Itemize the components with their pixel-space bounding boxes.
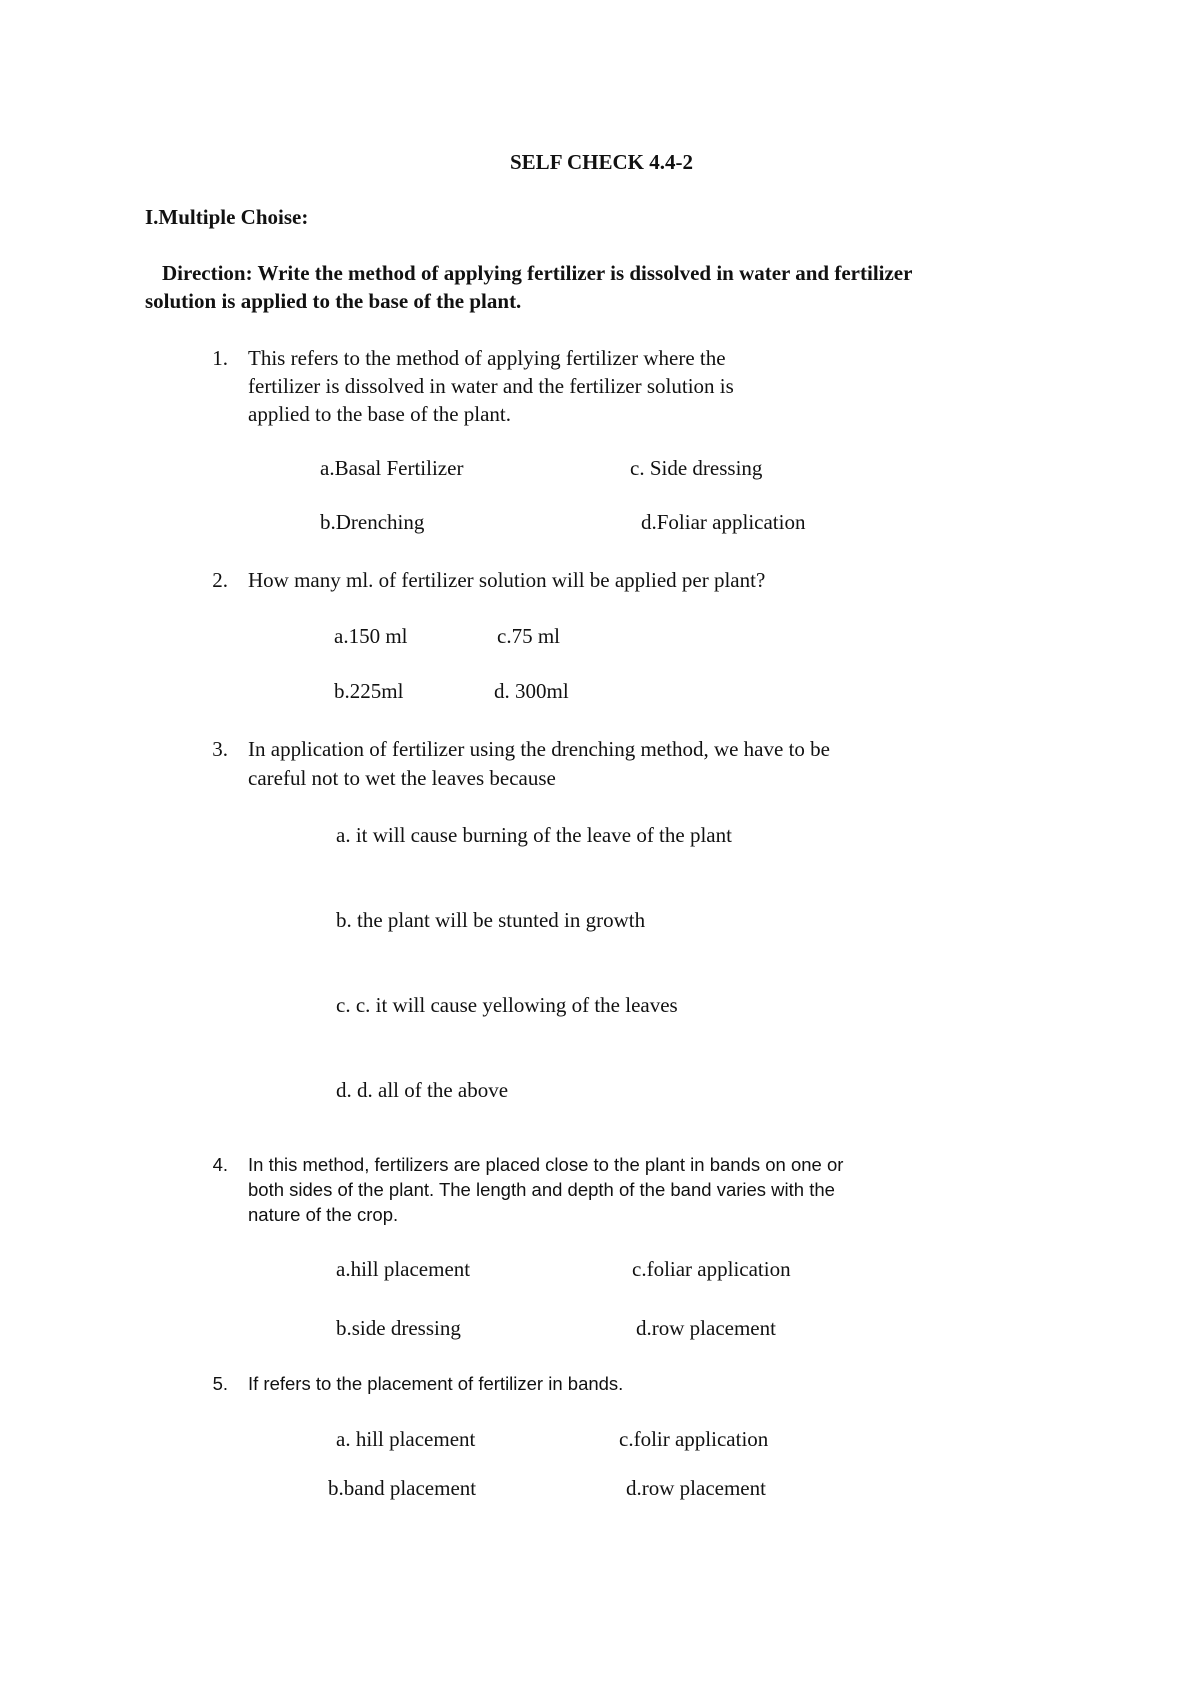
question-text-line: In this method, fertilizers are placed close to the plant in bands on one or	[248, 1154, 844, 1175]
page-title: SELF CHECK 4.4-2	[510, 150, 693, 174]
option-c: c.75 ml	[497, 624, 560, 648]
option-d: d. 300ml	[494, 679, 569, 703]
question-text-line: How many ml. of fertilizer solution will be applied per plant?	[248, 568, 766, 592]
question-text-line: If refers to the placement of fertilizer in bands.	[248, 1373, 624, 1394]
question-text-line: This refers to the method of applying fertilizer where the	[248, 346, 726, 370]
option-a: a.Basal Fertilizer	[320, 456, 464, 480]
question-number: 5.	[212, 1373, 228, 1394]
question-text-line: fertilizer is dissolved in water and the fertilizer solution is	[248, 374, 734, 398]
section-heading: I.Multiple Choise:	[145, 205, 309, 229]
option-d: d.row placement	[636, 1316, 776, 1340]
option-a: a. it will cause burning of the leave of the plant	[336, 823, 732, 847]
direction-line-2: solution is applied to the base of the plant.	[145, 289, 522, 313]
question-text-line: applied to the base of the plant.	[248, 402, 512, 426]
option-b: b. the plant will be stunted in growth	[336, 908, 646, 932]
question-text-line: nature of the crop.	[248, 1204, 399, 1225]
option-c: c.foliar application	[632, 1257, 791, 1281]
option-a: a.hill placement	[336, 1257, 471, 1281]
option-d: d.Foliar application	[641, 510, 806, 534]
option-d: d.row placement	[626, 1476, 766, 1500]
question-number: 1.	[212, 346, 228, 370]
option-d: d. d. all of the above	[336, 1078, 509, 1102]
option-a: a. hill placement	[336, 1427, 476, 1451]
option-c: c.folir application	[619, 1427, 769, 1451]
question-number: 3.	[212, 737, 228, 761]
question-text-line: In application of fertilizer using the drenching method, we have to be	[248, 737, 830, 761]
option-c: c. Side dressing	[630, 456, 763, 480]
option-b: b.Drenching	[320, 510, 425, 534]
option-b: b.band placement	[328, 1476, 477, 1500]
question-number: 4.	[212, 1154, 228, 1175]
option-b: b.225ml	[334, 679, 404, 703]
option-c: c. c. it will cause yellowing of the leaves	[336, 993, 678, 1017]
direction-line-1: Direction: Write the method of applying fertilizer is dissolved in water and fertilizer	[162, 261, 913, 285]
question-number: 2.	[212, 568, 228, 592]
question-text-line: both sides of the plant. The length and depth of the band varies with the	[248, 1179, 835, 1200]
question-text-line: careful not to wet the leaves because	[248, 766, 556, 790]
option-a: a.150 ml	[334, 624, 408, 648]
option-b: b.side dressing	[336, 1316, 461, 1340]
